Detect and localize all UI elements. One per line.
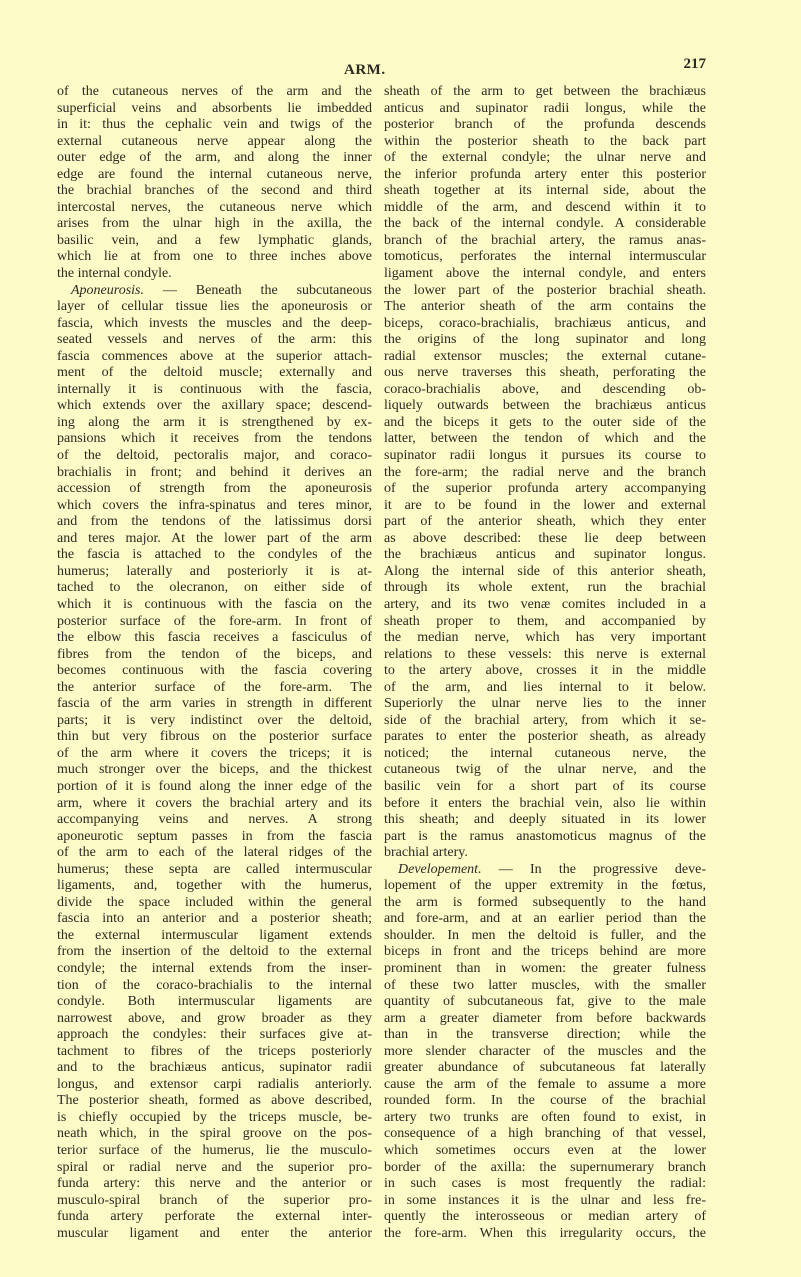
text-line: spiral or radial nerve and the superior pro- — [57, 1159, 372, 1175]
text-line: the fore-arm; the radial nerve and the branch — [384, 464, 706, 480]
page-number: 217 — [683, 56, 706, 72]
text-line: The anterior sheath of the arm contains the — [384, 299, 706, 315]
text-line: much stronger over the biceps, and the thickest — [57, 762, 372, 778]
text-line: to the artery above, crosses it in the middle — [384, 663, 706, 679]
text-line: the median nerve, which has very important — [384, 630, 706, 646]
text-line: is chiefly occupied by the triceps muscle, be- — [57, 1109, 372, 1125]
paragraph — [57, 283, 372, 1243]
text-line: fascia, which invests the muscles and the deep- — [57, 315, 372, 331]
text-line: which sometimes occurs even at the lower — [384, 1143, 706, 1158]
text-line: external cutaneous nerve appear along the — [57, 133, 372, 149]
text-line: middle of the arm, and descend within it to — [384, 199, 706, 215]
text-line: outer edge of the arm, and along the inner — [57, 150, 372, 166]
text-line: the origins of the long supinator and long — [384, 332, 706, 348]
text-line: ing along the arm it is strengthened by ex- — [57, 414, 372, 430]
text-line: liquely outwards between the brachiæus anticus — [384, 398, 706, 414]
paragraph — [384, 84, 706, 862]
text-line: superficial veins and absorbents lie imbedded — [57, 100, 372, 116]
text-line: in such cases is most frequently the radial: — [384, 1176, 706, 1192]
text-line: which lie at from one to three inches above — [57, 249, 372, 265]
text-line: thin but very fibrous on the posterior surface — [57, 729, 372, 745]
text-line: in it: thus the cephalic vein and twigs of the — [57, 117, 372, 133]
text-line: the inferior profunda artery enter this posterior — [384, 166, 706, 182]
text-line: musculo-spiral branch of the superior pro- — [57, 1192, 372, 1208]
text-line: longus, and extensor carpi radialis anteriorly. — [57, 1076, 372, 1092]
text-line: biceps, coraco-brachialis, brachiæus anticus, and — [384, 315, 706, 331]
text-line: of the arm, and lies internal to it below. — [384, 679, 706, 695]
text-line: and teres major. At the lower part of the arm — [57, 530, 372, 546]
text-line: the internal condyle. — [57, 266, 172, 282]
text-line: part is the ramus anastomoticus magnus of the — [384, 828, 706, 844]
text-line: Superiorly the ulnar nerve lies to the inner — [384, 696, 706, 712]
text-line: accompanying veins and nerves. A strong — [57, 812, 372, 828]
text-line: from the insertion of the deltoid to the external — [57, 944, 372, 960]
text-line: shoulder. In men the deltoid is fuller, and the — [384, 927, 706, 943]
text-line: this sheath; and deeply situated in its lower — [384, 812, 706, 828]
text-line: of the arm where it covers the triceps; it is — [57, 745, 372, 761]
text-line: prominent than in women: the greater fulness — [384, 960, 706, 976]
text-line: biceps in front and the triceps behind are more — [384, 944, 706, 960]
text-line: funda artery perforate the external inter- — [57, 1209, 372, 1225]
text-line: and fore-arm, and at an earlier period than the — [384, 911, 706, 927]
text-line: branch of the brachial artery, the ramus anas- — [384, 232, 706, 248]
text-line: quently the interosseous or median artery of — [384, 1209, 706, 1225]
text-line: tached to the olecranon, on either side of — [57, 580, 372, 596]
text-line: fascia into an anterior and a posterior sheath; — [57, 911, 372, 927]
text-line: of the cutaneous nerves of the arm and the — [57, 84, 372, 99]
text-line — [57, 283, 372, 300]
text-line — [384, 862, 706, 879]
text-line: coraco-brachialis above, and descending ob- — [384, 381, 706, 397]
text-line: as above described: these lie deep between — [384, 530, 706, 546]
text-line: posterior surface of the fore-arm. In front of — [57, 613, 372, 629]
text-line: and to the brachiæus anticus, supinator radii — [57, 1060, 372, 1076]
text-line: layer of cellular tissue lies the aponeurosis or — [57, 299, 372, 315]
text-line: basilic vein, and a few lymphatic glands, — [57, 232, 372, 248]
text-line: accession of strength from the aponeurosis — [57, 481, 372, 497]
text-line: within the posterior sheath to the back part — [384, 133, 706, 149]
text-line: humerus; laterally and posteriorly it is at- — [57, 563, 372, 579]
text-line: relations to these vessels: this nerve is external — [384, 646, 706, 662]
text-line: terior surface of the humerus, lie the musculo- — [57, 1143, 372, 1158]
text-line: intercostal nerves, the cutaneous nerve which — [57, 199, 372, 215]
text-line: side of the brachial artery, from which it se- — [384, 712, 706, 728]
section-heading: Developement. — [398, 861, 482, 877]
text-line: latter, between the tendon of which and the — [384, 431, 706, 447]
text-line: of the superior profunda artery accompanying — [384, 481, 706, 497]
text-line: the lower part of the posterior brachial sheath. — [384, 282, 706, 298]
text-line: ligament above the internal condyle, and enters — [384, 266, 706, 282]
text-line-content: — Beneath the subcutaneous — [143, 282, 372, 298]
text-line: humerus; these septa are called intermuscular — [57, 861, 372, 877]
text-line: arm, where it covers the brachial artery and its — [57, 795, 372, 811]
text-line: basilic vein for a short part of its course — [384, 778, 706, 794]
text-line: border of the axilla: the supernumerary branch — [384, 1159, 706, 1175]
text-line: and the biceps it gets to the outer side of the — [384, 414, 706, 430]
text-line: fibres from the tendon of the biceps, and — [57, 646, 372, 662]
text-line: anticus and supinator radii longus, while the — [384, 100, 706, 116]
text-line: before it enters the brachial vein, also lie within — [384, 795, 706, 811]
text-line: which covers the infra-spinatus and teres minor, — [57, 497, 372, 513]
text-line: part of the anterior sheath, which they enter — [384, 514, 706, 530]
text-line: ligaments, and, together with the humerus, — [57, 878, 372, 894]
text-line: of the external condyle; the ulnar nerve and — [384, 150, 706, 166]
text-line: artery two trunks are often found to exist, in — [384, 1109, 706, 1125]
text-column-right — [384, 84, 706, 1242]
text-line: supinator radii longus it pursues its course to — [384, 448, 706, 464]
text-line: pansions which it receives from the tendons — [57, 431, 372, 447]
text-line: cutaneous twig of the ulnar nerve, and the — [384, 762, 706, 778]
text-line: the anterior surface of the fore-arm. The — [57, 679, 372, 695]
text-line: of these two latter muscles, with the smaller — [384, 977, 706, 993]
text-line: approach the condyles: their surfaces give at- — [57, 1027, 372, 1043]
text-line: portion of it is found along the inner edge of the — [57, 778, 372, 794]
text-line: which extends over the axillary space; descend- — [57, 398, 372, 414]
text-line: neath which, in the spiral groove on the pos- — [57, 1126, 372, 1142]
text-line: noticed; the internal cutaneous nerve, the — [384, 745, 706, 761]
text-line: ment of the deltoid muscle; externally and — [57, 365, 372, 381]
text-line: it are to be found in the lower and external — [384, 497, 706, 513]
text-line: condyle; the internal extends from the inser- — [57, 960, 372, 976]
text-line: the brachial branches of the second and third — [57, 183, 372, 199]
text-line: consequence of a high branching of that vessel, — [384, 1126, 706, 1142]
text-line: narrowest above, and grow broader as they — [57, 1010, 372, 1026]
paragraph — [57, 84, 372, 283]
text-line: fascia of the arm varies in strength in different — [57, 696, 372, 712]
text-line: the arm is formed subsequently to the hand — [384, 894, 706, 910]
text-line: internally it is continuous with the fascia, — [57, 381, 372, 397]
text-line: becomes continuous with the fascia covering — [57, 663, 372, 679]
text-line: parts; it is very indistinct over the deltoid, — [57, 712, 372, 728]
text-line: The posterior sheath, formed as above described, — [57, 1093, 372, 1109]
text-line: sheath together at its internal side, about the — [384, 183, 706, 199]
text-line: which it is continuous with the fascia on the — [57, 596, 372, 612]
text-line: sheath of the arm to get between the brachiæus — [384, 84, 706, 99]
text-line-content: — In the progressive deve- — [481, 861, 706, 877]
section-heading: Aponeurosis. — [71, 282, 144, 298]
text-line: of the arm to each of the lateral ridges of the — [57, 845, 372, 861]
text-line: than in the transverse direction; while the — [384, 1027, 706, 1043]
text-line: tachment to fibres of the triceps posteriorly — [57, 1043, 372, 1059]
text-line: through its whole extent, run the brachial — [384, 580, 706, 596]
text-line: funda artery: this nerve and the anterior or — [57, 1176, 372, 1192]
text-line: tomoticus, perforates the internal intermuscular — [384, 249, 706, 265]
text-line: muscular ligament and enter the anterior — [57, 1225, 372, 1241]
text-line: the elbow this fascia receives a fasciculus of — [57, 630, 372, 646]
text-line: brachial artery. — [384, 845, 468, 861]
text-line: arm a greater diameter from before backwards — [384, 1010, 706, 1026]
text-line: arises from the ulnar high in the axilla, the — [57, 216, 372, 232]
text-line: Along the internal side of this anterior sheath, — [384, 563, 706, 579]
text-line: condyle. Both intermuscular ligaments are — [57, 994, 372, 1010]
text-line: in some instances it is the ulnar and less fre- — [384, 1192, 706, 1208]
text-line: the fore-arm. When this irregularity occurs, the — [384, 1225, 706, 1241]
text-line: the brachiæus anticus and supinator longus. — [384, 547, 706, 563]
text-line: parates to enter the posterior sheath, as already — [384, 729, 706, 745]
text-line: more slender character of the muscles and the — [384, 1043, 706, 1059]
text-line: sheath proper to them, and accompanied by — [384, 613, 706, 629]
text-line: radial extensor muscles; the external cutane- — [384, 348, 706, 364]
text-line: artery, and its two venæ comites included in a — [384, 596, 706, 612]
text-line: divide the space included within the general — [57, 894, 372, 910]
text-line: posterior branch of the profunda descends — [384, 117, 706, 133]
text-line: cause the arm of the female to assume a more — [384, 1076, 706, 1092]
text-line: the fascia is attached to the condyles of the — [57, 547, 372, 563]
text-line: greater abundance of subcutaneous fat laterally — [384, 1060, 706, 1076]
text-line: fascia commences above at the superior attach- — [57, 348, 372, 364]
text-column-left — [57, 84, 372, 1242]
text-line: edge are found the internal cutaneous nerve, — [57, 166, 372, 182]
text-line: seated vessels and nerves of the arm: this — [57, 332, 372, 348]
text-line: quantity of subcutaneous fat, give to the male — [384, 994, 706, 1010]
text-line: brachialis in front; and behind it derives an — [57, 464, 372, 480]
text-line: and from the tendons of the latissimus dorsi — [57, 514, 372, 530]
paragraph — [384, 862, 706, 1243]
text-line: tion of the coraco-brachialis to the internal — [57, 977, 372, 993]
text-line: rounded form. In the course of the brachial — [384, 1093, 706, 1109]
text-line: ous nerve traverses this sheath, perforating the — [384, 365, 706, 381]
text-line: of the deltoid, pectoralis major, and coraco- — [57, 448, 372, 464]
text-line: the back of the internal condyle. A considerable — [384, 216, 706, 232]
running-head: ARM. — [344, 62, 386, 78]
text-line: lopement of the upper extremity in the fœtus, — [384, 878, 706, 894]
text-line: the external intermuscular ligament extends — [57, 927, 372, 943]
text-line: aponeurotic septum passes in from the fascia — [57, 828, 372, 844]
